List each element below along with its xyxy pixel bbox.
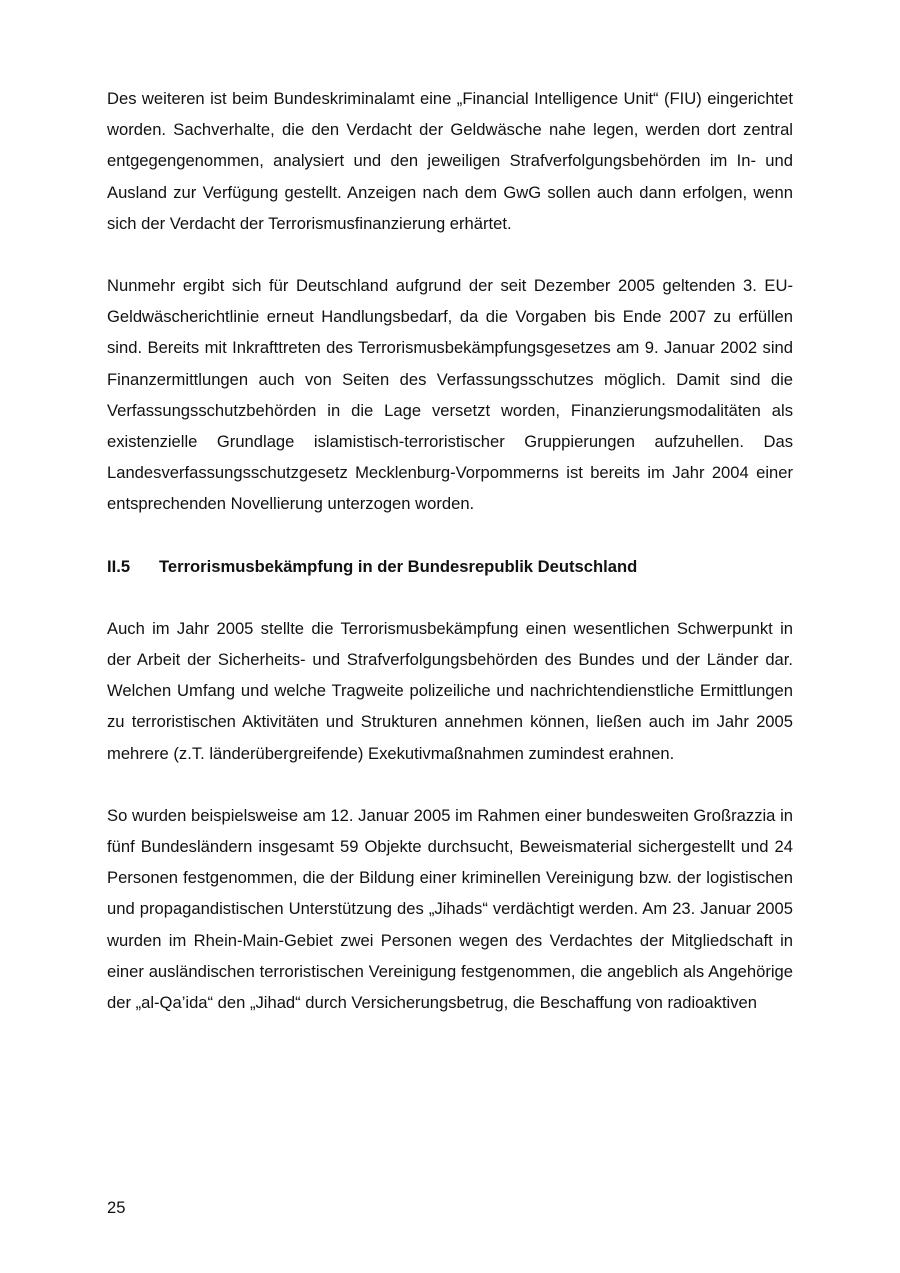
- section-title: Terrorismusbekämpfung in der Bundesrepublik Deutschland: [159, 556, 638, 576]
- paragraph-eu-directive: Nunmehr ergibt sich für Deutschland aufgrund der seit Dezember 2005 geltenden 3. EU-Geldwäscherichtlinie erneut Handlungsbedarf, da die Vorgaben bis Ende 2007 zu erfüllen sind. Bereits mit Inkrafttreten des Terrorismusbekämpfungsgesetzes am 9. Januar 2002 sind Finanzermittlungen auch von Seiten des Verfassungsschutzes möglich. Damit sind die Verfassungsschutzbehörden in die Lage versetzt worden, Finanzierungsmodalitäten als existenzielle Grundlage islamistisch-terroristischer Gruppierungen aufzuhellen. Das Landesverfassungsschutzgesetz Mecklenburg-Vorpommerns ist bereits im Jahr 2004 einer entsprechenden Novellierung unterzogen worden.: [107, 276, 793, 514]
- page-number: 25: [107, 1198, 126, 1217]
- paragraph-terrorism-2005: Auch im Jahr 2005 stellte die Terrorismusbekämpfung einen wesentlichen Schwerpunkt in der Arbeit der Sicherheits- und Strafverfolgungsbehörden des Bundes und der Länder dar. Welchen Umfang und welche Tragweite polizeiliche und nachrichtendienstliche Ermittlungen zu terroristischen Aktivitäten und Strukturen annehmen können, ließen auch im Jahr 2005 mehrere (z.T. länderübergreifende) Exekutivmaßnahmen zumindest erahnen.: [107, 618, 793, 763]
- paragraph-fiu: Des weiteren ist beim Bundeskriminalamt eine „Financial Intelligence Unit“ (FIU) eingerichtet worden. Sachverhalte, die den Verdacht der Geldwäsche nahe legen, werden dort zentral entgegengenommen, analysiert und den jeweiligen Strafverfolgungsbehörden im In- und Ausland zur Verfügung gestellt. Anzeigen nach dem GwG sollen auch dann erfolgen, wenn sich der Verdacht der Terrorismusfinanzierung erhärtet.: [107, 89, 793, 233]
- section-number: II.5: [107, 556, 131, 576]
- section-heading: [107, 551, 793, 582]
- paragraph-raids: So wurden beispielsweise am 12. Januar 2005 im Rahmen einer bundesweiten Großrazzia in fünf Bundesländern insgesamt 59 Objekte durchsucht, Beweismaterial sichergestellt und 24 Personen festgenommen, die der Bildung einer kriminellen Vereinigung bzw. der logistischen und propagandistischen Unterstützung des „Jihads“ verdächtigt werden. Am 23. Januar 2005 wurden im Rhein-Main-Gebiet zwei Personen wegen des Verdachtes der Mitgliedschaft in einer ausländischen terroristischen Vereinigung festgenommen, die angeblich als Angehörige der „al-Qa’ida“ den „Jihad“ durch Versicherungsbetrug, die Beschaffung von radioaktiven: [107, 805, 793, 1013]
- document-page: [107, 83, 793, 1018]
